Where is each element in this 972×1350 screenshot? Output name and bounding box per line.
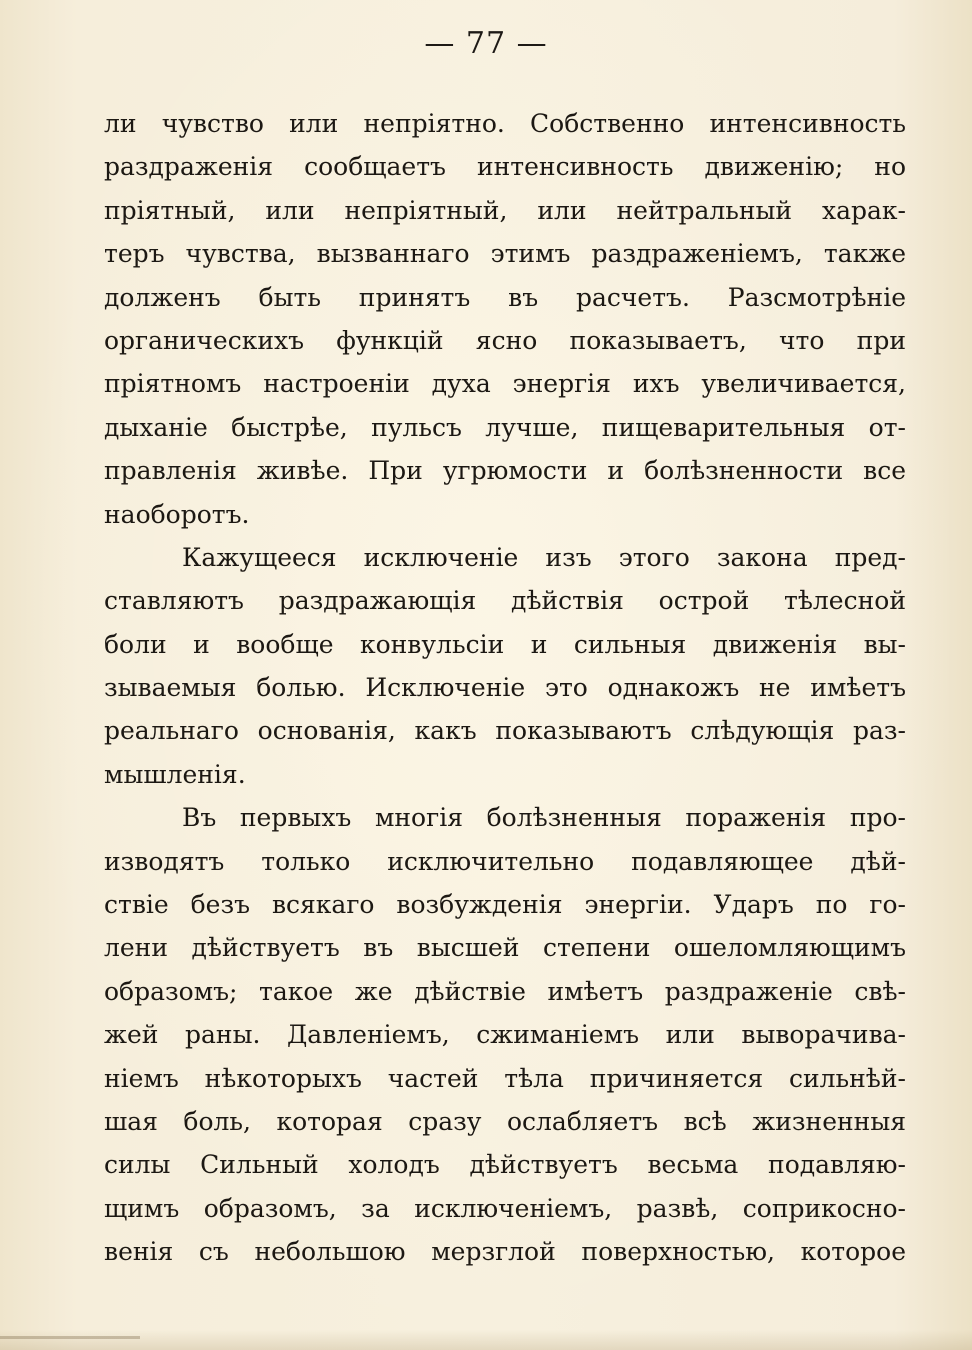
text-line: дыханіе быстрѣе, пульсъ лучше, пищеварительныя от- — [104, 412, 906, 442]
page-bottom-mark — [0, 1336, 140, 1339]
text-line: ствіе безъ всякаго возбужденія энергіи. Ударъ по го- — [104, 890, 906, 920]
page-bottom-edge — [0, 1330, 972, 1350]
text-line: боли и вообще конвульсіи и сильныя движенія вы- — [104, 629, 906, 659]
text-line: теръ чувства, вызваннаго этимъ раздраженіемъ, также — [104, 239, 906, 269]
text-line: щимъ образомъ, за исключеніемъ, развѣ, соприкосно- — [104, 1193, 906, 1223]
text-line: лени дѣйствуетъ въ высшей степени ошеломляющимъ — [104, 933, 906, 963]
text-line: венія съ небольшою мерзглой поверхностью, которое — [104, 1237, 906, 1267]
page-number: — 77 — — [424, 26, 548, 61]
text-line: ли чувство или непріятно. Собственно интенсивность — [104, 109, 906, 138]
text-line: образомъ; такое же дѣйствіе имѣетъ раздраженіе свѣ- — [104, 976, 906, 1006]
text-line: силы Сильный холодъ дѣйствуетъ весьма подавляю- — [104, 1150, 906, 1180]
text-line: шая боль, которая сразу ослабляетъ всѣ жизненныя — [104, 1106, 906, 1136]
text-line: жей раны. Давленіемъ, сжиманіемъ или выворачива- — [104, 1020, 906, 1050]
text-line: ніемъ нѣкоторыхъ частей тѣла причиняется сильнѣй- — [104, 1063, 906, 1093]
body-text — [104, 102, 906, 1274]
text-line: пріятномъ настроеніи духа энергія ихъ увеличивается, — [104, 369, 906, 399]
text-line: пріятный, или непріятный, или нейтральный харак- — [104, 195, 906, 225]
text-line: правленія живѣе. При угрюмости и болѣзненности все — [104, 456, 906, 486]
text-line: Кажущееся исключеніе изъ этого закона пред- — [182, 542, 906, 572]
text-line: зываемыя болью. Исключеніе это однакожъ не имѣетъ — [104, 673, 906, 703]
text-line: Въ первыхъ многія болѣзненныя пораженія про- — [182, 803, 906, 833]
text-line: мышленія. — [104, 759, 246, 789]
text-line: долженъ быть принятъ въ расчетъ. Разсмотрѣніе — [104, 282, 906, 312]
text-line: наоборотъ. — [104, 499, 250, 529]
text-line: органическихъ функцій ясно показываетъ, что при — [104, 325, 906, 355]
text-line: ставляютъ раздражающія дѣйствія острой тѣлесной — [104, 586, 906, 616]
text-line: изводятъ только исключительно подавляющее дѣй- — [104, 846, 906, 876]
text-line: раздраженія сообщаетъ интенсивность движенію; но — [104, 152, 906, 182]
text-line: реальнаго основанія, какъ показываютъ слѣдующія раз- — [104, 716, 906, 746]
